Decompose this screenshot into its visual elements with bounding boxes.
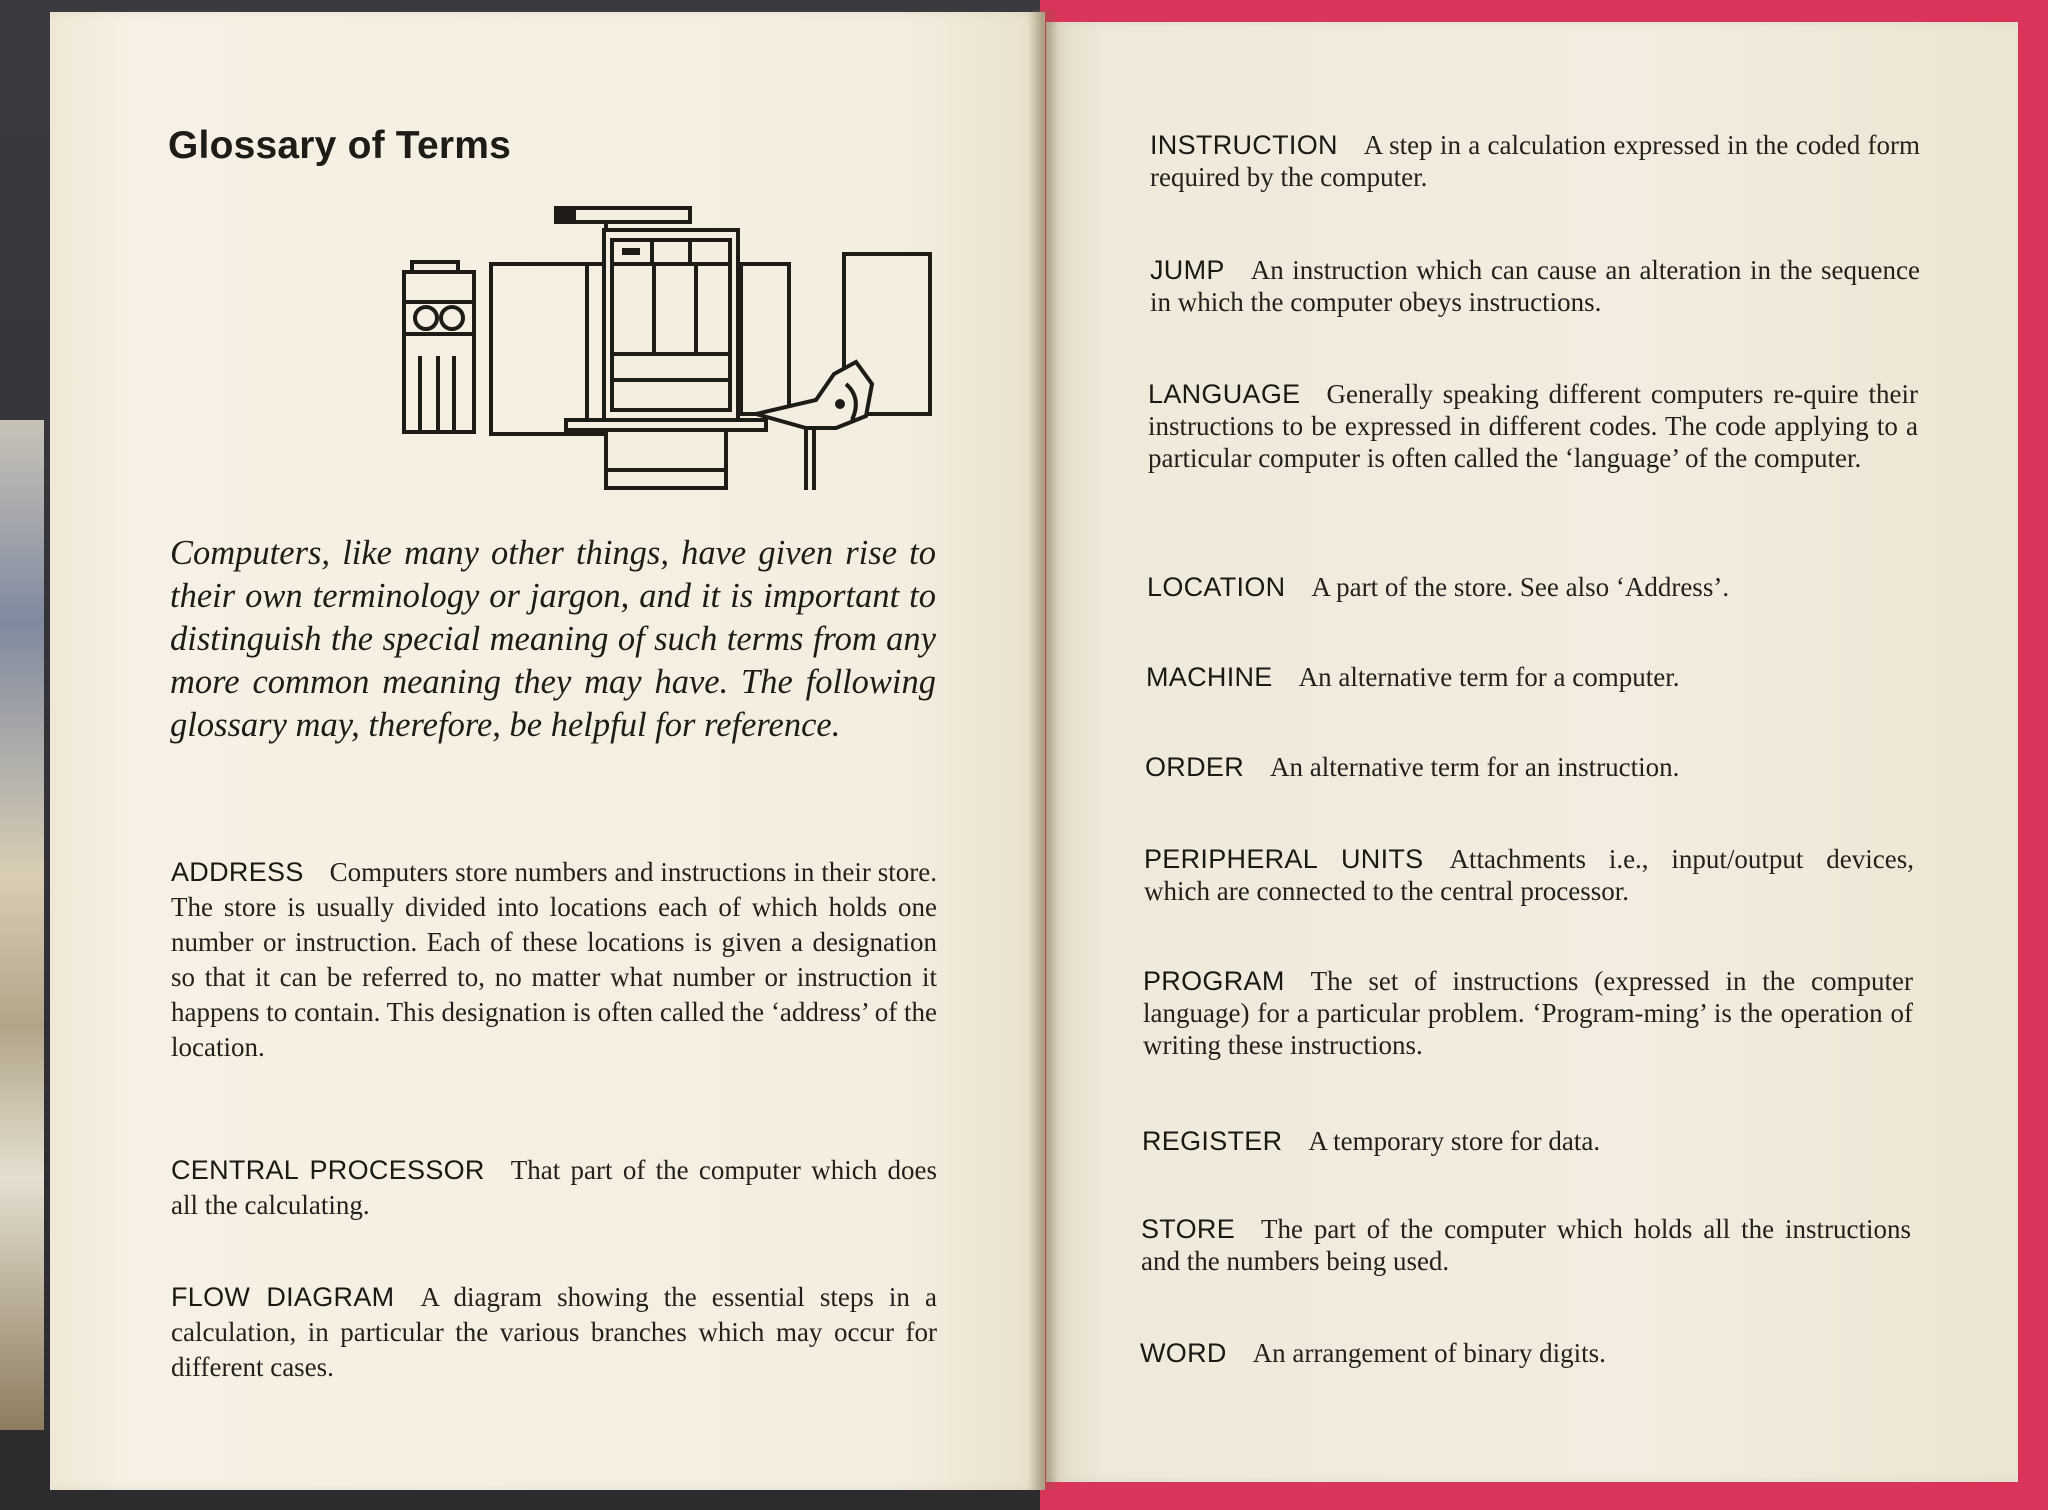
glossary-entry-machine: [1146, 661, 1916, 693]
glossary-entry-register: [1142, 1125, 1912, 1157]
glossary-term: FLOW DIAGRAM: [171, 1282, 395, 1312]
book-spine: [1028, 10, 1058, 1490]
glossary-definition: An arrangement of binary digits.: [1252, 1338, 1606, 1368]
glossary-term: LOCATION: [1147, 572, 1286, 602]
glossary-term: PERIPHERAL UNITS: [1144, 844, 1424, 874]
glossary-definition: An alternative term for an instruction.: [1270, 752, 1680, 782]
glossary-definition: The part of the computer which holds all the instructions and the numbers being used.: [1141, 1214, 1911, 1276]
glossary-entry-central-processor: [171, 1153, 937, 1223]
glossary-term: STORE: [1141, 1214, 1236, 1244]
glossary-entry-flow-diagram: [171, 1280, 937, 1385]
glossary-definition: A step in a calculation expressed in the coded form required by the computer.: [1150, 130, 1920, 192]
computer-illustration: [396, 184, 946, 494]
glossary-entry-jump: [1150, 254, 1920, 318]
glossary-term: CENTRAL PROCESSOR: [171, 1155, 485, 1185]
cover-edge-artwork: [0, 420, 44, 1430]
glossary-definition: Generally speaking different computers re-quire their instructions to be expressed in different codes. The code applying to a particular computer is often called the ‘language’ of the computer.: [1148, 379, 1918, 473]
glossary-term: ADDRESS: [171, 857, 304, 887]
glossary-entry-instruction: [1150, 129, 1920, 193]
glossary-definition: The set of instructions (expressed in the computer language) for a particular problem. ‘Program-ming’ is the operation of writing these instructions.: [1143, 966, 1913, 1060]
glossary-entry-program: [1143, 965, 1913, 1061]
glossary-definition: Attachments i.e., input/output devices, which are connected to the central processor.: [1144, 844, 1915, 906]
glossary-definition: A part of the store. See also ‘Address’.: [1311, 572, 1730, 602]
glossary-term: INSTRUCTION: [1150, 130, 1338, 160]
glossary-definition: An instruction which can cause an alteration in the sequence in which the computer obeys instructions.: [1150, 255, 1920, 317]
glossary-term: ORDER: [1145, 752, 1245, 782]
glossary-entry-peripheral-units: [1144, 843, 1914, 907]
glossary-term: WORD: [1140, 1338, 1227, 1368]
tape-unit-drawing: [404, 262, 474, 432]
glossary-term: JUMP: [1150, 255, 1225, 285]
teleprinter-drawing: [756, 254, 930, 490]
glossary-definition: Computers store numbers and instructions in their store. The store is usually divided into locations each of which holds one number or instruction. Each of these locations is given a designation so that it can be referred to, no matter what number or instruction it happens to contain. This designation is often called the ‘address’ of the location.: [171, 857, 937, 1062]
glossary-definition: A diagram showing the essential steps in a calculation, in particular the various branches which may occur for different cases.: [171, 1282, 938, 1382]
glossary-definition: A temporary store for data.: [1308, 1126, 1601, 1156]
glossary-term: LANGUAGE: [1148, 379, 1301, 409]
page-title: Glossary of Terms: [168, 124, 511, 167]
glossary-term: PROGRAM: [1143, 966, 1285, 996]
glossary-term: REGISTER: [1142, 1126, 1283, 1156]
glossary-term: MACHINE: [1146, 662, 1273, 692]
glossary-entry-store: [1141, 1213, 1911, 1277]
intro-paragraph: Computers, like many other things, have given rise to their own terminology or jargon, and it is important to distinguish the special meaning of such terms from any more common meaning they may have. The following glossary may, therefore, be helpful for reference.: [170, 534, 936, 744]
glossary-entry-order: [1145, 751, 1915, 783]
glossary-entry-language: [1148, 378, 1918, 474]
glossary-entry-word: [1140, 1337, 1910, 1369]
glossary-entry-address: [171, 855, 937, 1065]
glossary-definition: That part of the computer which does all the calculating.: [171, 1155, 938, 1220]
glossary-entry-location: [1147, 571, 1917, 603]
glossary-definition: An alternative term for a computer.: [1298, 662, 1680, 692]
